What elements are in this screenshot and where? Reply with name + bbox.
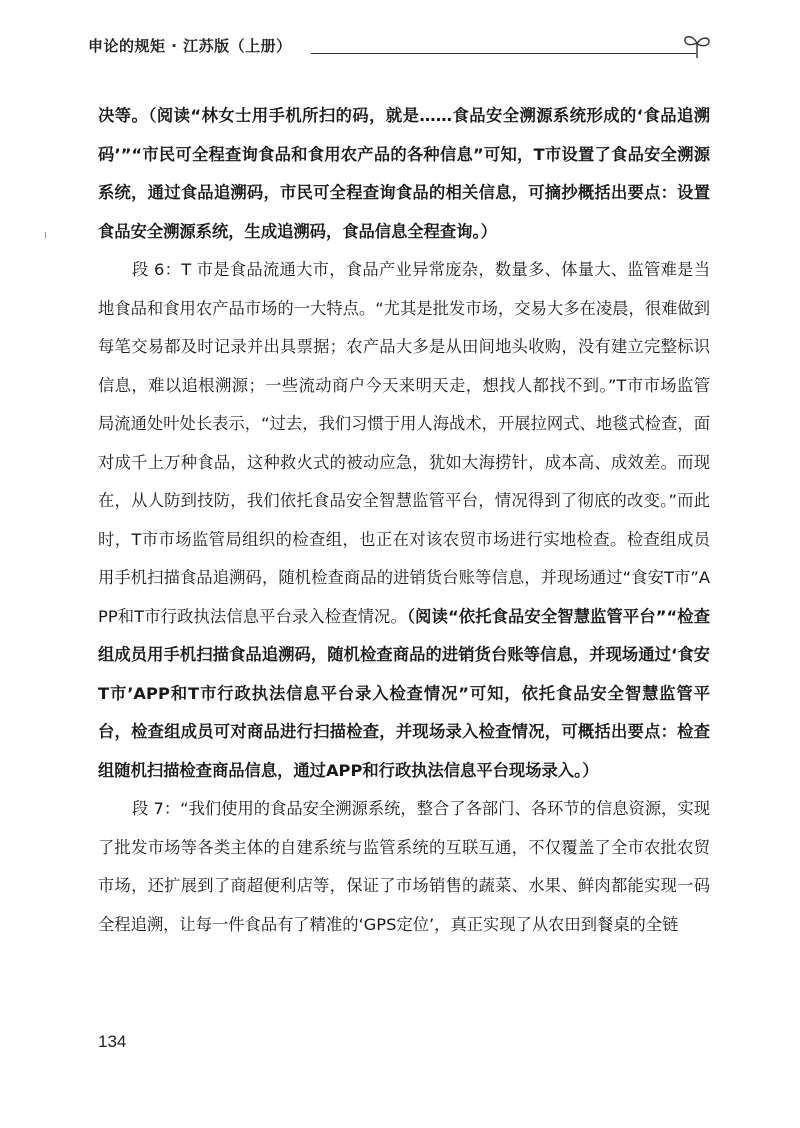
paragraph-6-text: 段 6：T 市是食品流通大市，食品产业异常庞杂，数量多、体量大、监管难是当地食品和食用农产品市场的一大特点。“尤其是批发市场，交易大多在凌晨，很难做到每笔交易都及时记录并出具票据；农产品大多是从田间地头收购，没有建立完整标识信息，难以追根溯源；一些流动商户今天来明天走，想找人都找不到。”T市市场监管局流通处叶处长表示，“过去，我们习惯于用人海战术，开展拉网式、地毯式检查，面对成千上万种食品，这种救火式的被动应急，犹如大海捞针，成本高、成效差。而现在，从人防到技防，我们依托食品安全智慧监管平台，情况得到了彻底的改变。”而此时，T市市场监管局组织的检查组，也正在对该农贸市场进行实地检查。检查组成员用手机扫描食品追溯码，随机检查商品的进销货台账等信息，并现场通过“食安T市”APP和T市行政执法信息平台录入检查情况。 bbox=[98, 260, 710, 626]
running-header-title: 申论的规矩 · 江苏版（上册） bbox=[88, 37, 292, 55]
paragraph-6-analysis: （阅读“依托食品安全智慧监管平台”“检查组成员用手机扫描食品追溯码，随机检查商品的进销货台账等信息，并现场通过‘食安T市’APP和T市行政执法信息平台录入检查情况”可知，依托食品安全智慧监管平台，检查组成员可对商品进行扫描检查，并现场录入检查情况，可概括出要点：检查组随机扫描检查商品信息，通过APP和行政执法信息平台现场录入。） bbox=[98, 606, 710, 780]
page-body bbox=[98, 97, 710, 944]
page-number: 134 bbox=[98, 1032, 127, 1051]
paragraph-analysis-continued: 决等。（阅读“林女士用手机所扫的码，就是……食品安全溯源系统形成的‘食品追溯码’”“市民可全程查询食品和食用农产品的各种信息”可知，T市设置了食品安全溯源系统，通过食品追溯码，市民可全程查询食品的相关信息，可摘抄概括出要点：设置食品安全溯源系统，生成追溯码，食品信息全程查询。） bbox=[98, 106, 710, 241]
paragraph-6 bbox=[98, 251, 710, 790]
running-header bbox=[76, 30, 716, 66]
paragraph-7: 段 7：“我们使用的食品安全溯源系统，整合了各部门、各环节的信息资源，实现了批发市场等各类主体的自建系统与监管系统的互联互通，不仅覆盖了全市农批农贸市场，还扩展到了商超便利店等，保证了市场销售的蔬菜、水果、鲜肉都能实现一码全程追溯，让每一件食品有了精准的‘GPS定位’，真正实现了从农田到餐桌的全链 bbox=[98, 799, 710, 934]
sprout-icon bbox=[680, 30, 714, 60]
margin-mark bbox=[45, 232, 46, 238]
header-rule bbox=[311, 53, 696, 54]
